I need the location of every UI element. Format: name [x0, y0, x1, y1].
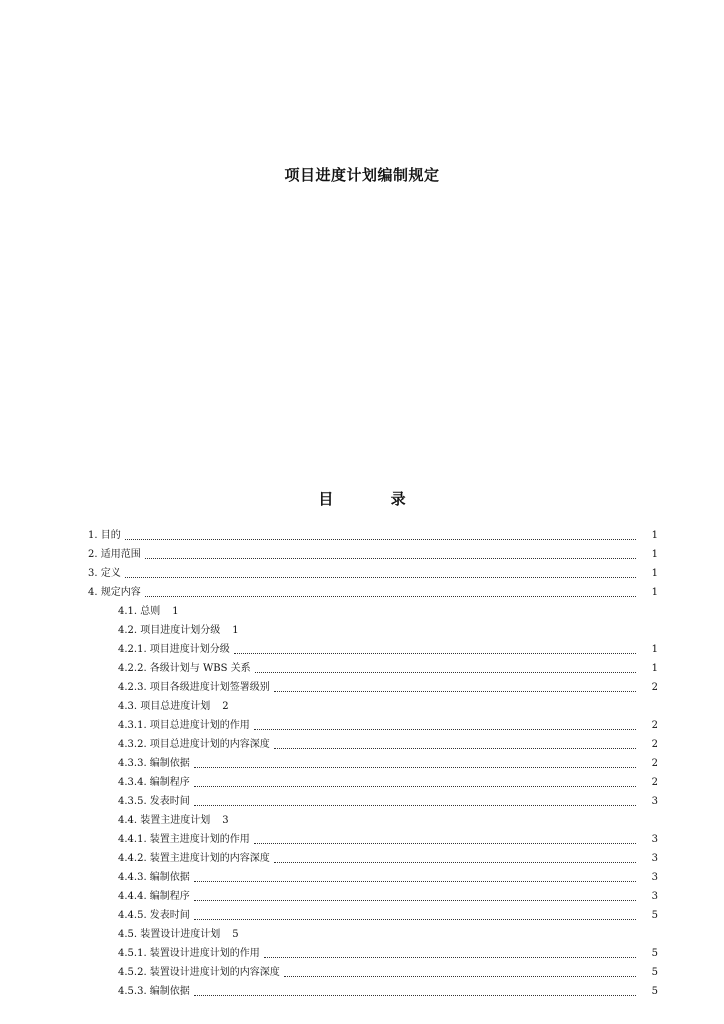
toc-entry-label: 2. 适用范围 — [88, 549, 141, 560]
toc-entry-4-4-2[interactable] — [118, 851, 658, 867]
dot-leader — [194, 900, 636, 901]
toc-entry-label: 4.3.4. 编制程序 — [118, 777, 190, 788]
dot-leader — [125, 577, 636, 578]
dot-leader — [145, 596, 636, 597]
toc-entry-label: 4.5.3. 编制依据 — [118, 986, 190, 997]
dot-leader — [194, 767, 636, 768]
toc-entry-4-2-3[interactable] — [118, 680, 658, 696]
toc-section-page: 2 — [222, 701, 229, 712]
toc-entry-page: 2 — [651, 739, 658, 750]
toc-entry-label: 3. 定义 — [88, 568, 121, 579]
toc-entry-4-3-3[interactable] — [118, 756, 658, 772]
toc-entry-label: 4.3.1. 项目总进度计划的作用 — [118, 720, 250, 731]
toc-section-4-5[interactable] — [118, 927, 239, 943]
dot-leader — [194, 805, 636, 806]
dot-leader — [274, 691, 636, 692]
toc-entry-4-3-5[interactable] — [118, 794, 658, 810]
toc-entry-label: 4.5.2. 装置设计进度计划的内容深度 — [118, 967, 280, 978]
dot-leader — [234, 653, 636, 654]
toc-entry-4-4-3[interactable] — [118, 870, 658, 886]
toc-section-label: 4.2. 项目进度计划分级 — [118, 625, 221, 636]
toc-entry-page: 3 — [651, 834, 658, 845]
dot-leader — [194, 786, 636, 787]
dot-leader — [254, 729, 636, 730]
toc-section-page: 5 — [232, 929, 239, 940]
toc-entry-4-4-4[interactable] — [118, 889, 658, 905]
toc-entry-page: 2 — [651, 758, 658, 769]
toc-entry-4-4-1[interactable] — [118, 832, 658, 848]
toc-entry-page: 3 — [651, 891, 658, 902]
toc-section-page: 1 — [232, 625, 239, 636]
toc-entry-label: 4.4.2. 装置主进度计划的内容深度 — [118, 853, 270, 864]
toc-entry-page: 1 — [651, 568, 658, 579]
dot-leader — [255, 672, 636, 673]
toc-section-page: 1 — [172, 606, 179, 617]
toc-entry-page: 1 — [651, 549, 658, 560]
dot-leader — [264, 957, 636, 958]
toc-entry-page: 3 — [651, 872, 658, 883]
toc-entry-page: 3 — [651, 796, 658, 807]
dot-leader — [194, 919, 636, 920]
toc-entry-page: 2 — [651, 720, 658, 731]
toc-entry-label: 4.3.2. 项目总进度计划的内容深度 — [118, 739, 270, 750]
toc-entry-page: 5 — [651, 986, 658, 997]
toc-entry-label: 4.3.5. 发表时间 — [118, 796, 190, 807]
dot-leader — [145, 558, 636, 559]
toc-entry-4-3-4[interactable] — [118, 775, 658, 791]
toc-entry-label: 4.2.1. 项目进度计划分级 — [118, 644, 230, 655]
dot-leader — [194, 995, 636, 996]
toc-entry-page: 3 — [651, 853, 658, 864]
toc-entry-page: 5 — [651, 948, 658, 959]
toc-section-label: 4.5. 装置设计进度计划 — [118, 929, 221, 940]
toc-entry-4-3-1[interactable] — [118, 718, 658, 734]
toc-section-label: 4.3. 项目总进度计划 — [118, 701, 211, 712]
toc-entry-4[interactable] — [88, 585, 658, 601]
toc-heading: 目 录 — [318, 490, 432, 508]
toc-entry-page: 1 — [651, 530, 658, 541]
toc-entry-page: 1 — [651, 587, 658, 598]
toc-entry-label: 4.2.2. 各级计划与 WBS 关系 — [118, 663, 251, 674]
toc-section-label: 4.1. 总则 — [118, 606, 161, 617]
toc-section-4-3[interactable] — [118, 699, 229, 715]
toc-entry-4-5-3[interactable] — [118, 984, 658, 1000]
dot-leader — [125, 539, 636, 540]
toc-section-4-1[interactable] — [118, 604, 179, 620]
toc-entry-4-2-1[interactable] — [118, 642, 658, 658]
toc-entry-page: 2 — [651, 777, 658, 788]
toc-entry-4-4-5[interactable] — [118, 908, 658, 924]
toc-entry-page: 1 — [651, 663, 658, 674]
dot-leader — [274, 862, 636, 863]
toc-section-4-2[interactable] — [118, 623, 239, 639]
dot-leader — [254, 843, 636, 844]
toc-entry-label: 4. 规定内容 — [88, 587, 141, 598]
toc-entry-4-5-2[interactable] — [118, 965, 658, 981]
dot-leader — [194, 881, 636, 882]
toc-entry-label: 4.2.3. 项目各级进度计划签署级别 — [118, 682, 270, 693]
dot-leader — [274, 748, 636, 749]
document-title: 项目进度计划编制规定 — [284, 166, 440, 184]
toc-entry-page: 2 — [651, 682, 658, 693]
toc-entry-4-5-1[interactable] — [118, 946, 658, 962]
toc-section-label: 4.4. 装置主进度计划 — [118, 815, 211, 826]
toc-section-4-4[interactable] — [118, 813, 229, 829]
toc-entry-label: 4.4.1. 装置主进度计划的作用 — [118, 834, 250, 845]
toc-entry-label: 4.4.5. 发表时间 — [118, 910, 190, 921]
toc-entry-3[interactable] — [88, 566, 658, 582]
dot-leader — [284, 976, 636, 977]
toc-entry-label: 4.4.3. 编制依据 — [118, 872, 190, 883]
toc-entry-label: 1. 目的 — [88, 530, 121, 541]
toc-entry-label: 4.3.3. 编制依据 — [118, 758, 190, 769]
toc-entry-2[interactable] — [88, 547, 658, 563]
toc-entry-label: 4.4.4. 编制程序 — [118, 891, 190, 902]
toc-entry-page: 1 — [651, 644, 658, 655]
toc-entry-label: 4.5.1. 装置设计进度计划的作用 — [118, 948, 260, 959]
toc-entry-page: 5 — [651, 910, 658, 921]
toc-entry-4-3-2[interactable] — [118, 737, 658, 753]
toc-entry-4-2-2[interactable] — [118, 661, 658, 677]
toc-entry-1[interactable] — [88, 528, 658, 544]
toc-section-page: 3 — [222, 815, 229, 826]
toc-entry-page: 5 — [651, 967, 658, 978]
